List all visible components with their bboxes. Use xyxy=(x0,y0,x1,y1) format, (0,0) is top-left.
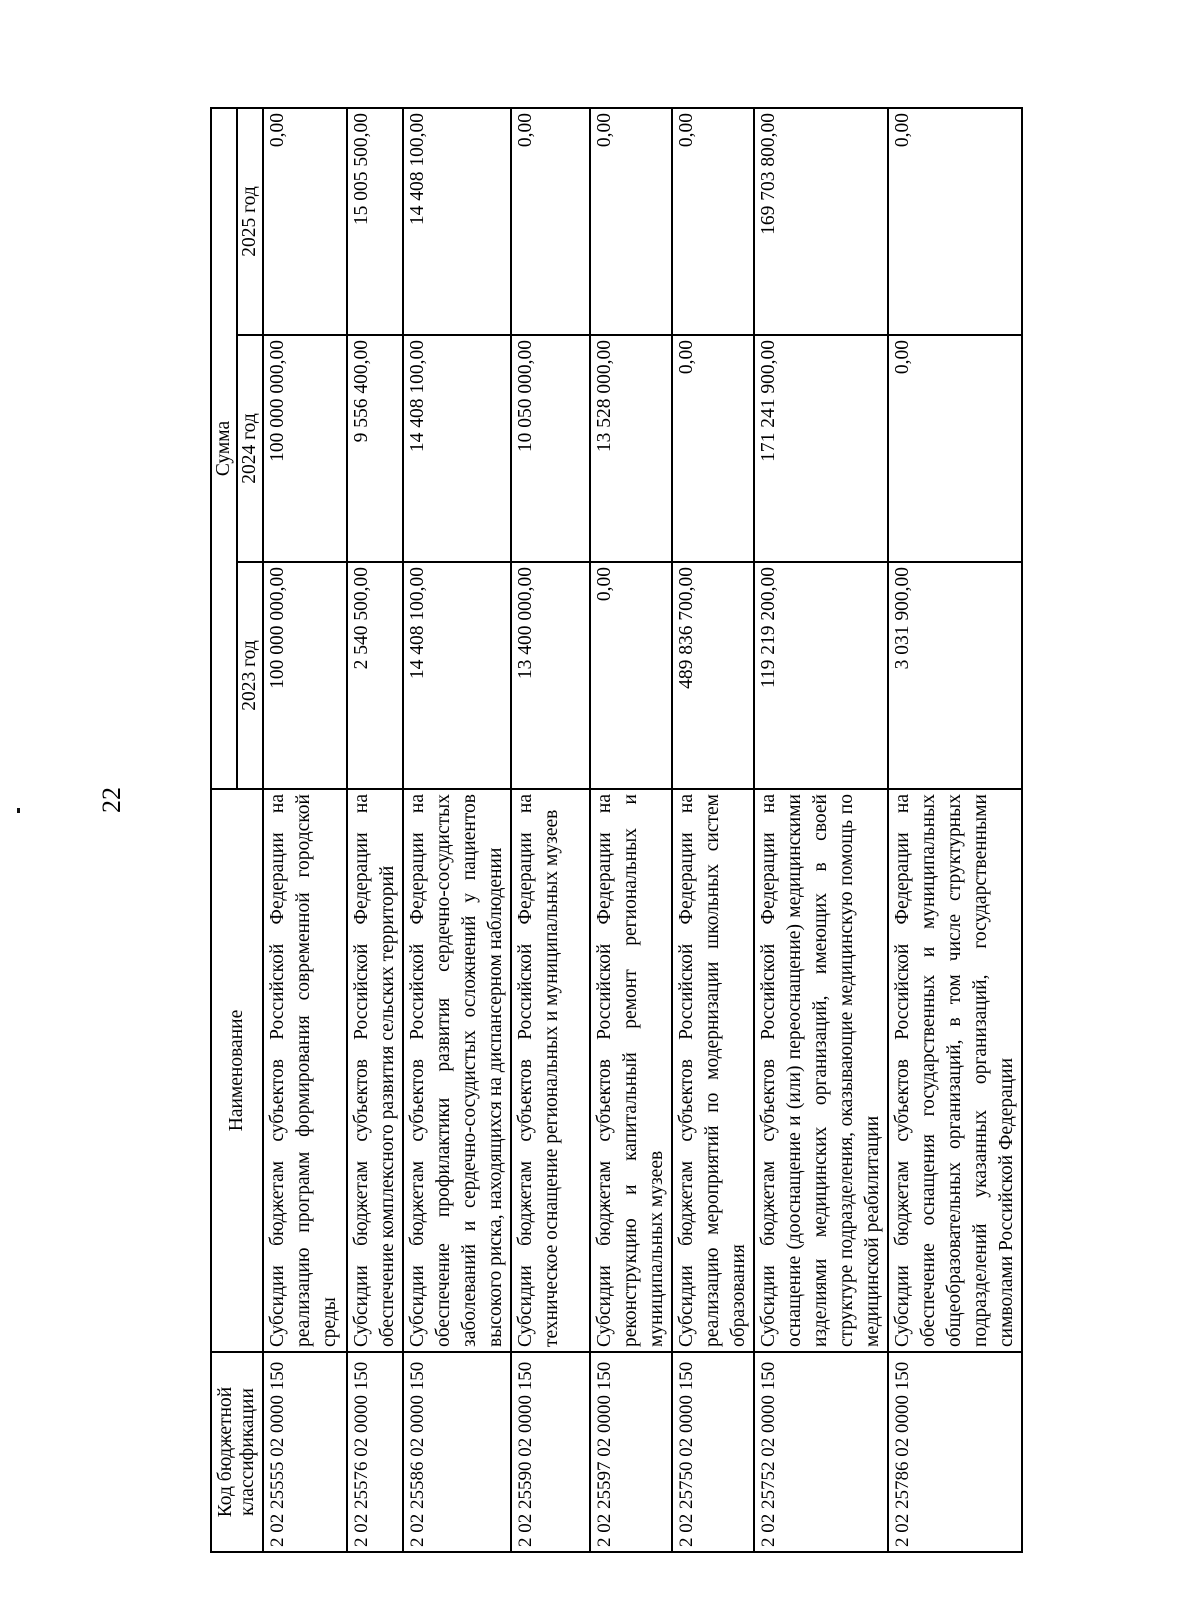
row-name: Субсидии бюджетам субъектов Российской Федерации на реконструкцию и капитальный ремонт региональных и муниципальных музеев xyxy=(590,789,672,1352)
table-row xyxy=(263,108,347,1552)
page-number: 22 xyxy=(97,787,126,813)
row-name: Субсидии бюджетам субъектов Российской Федерации на обеспечение комплексного развития сельских территорий xyxy=(347,789,403,1352)
row-amount-2025: 15 005 500,00 xyxy=(347,108,403,335)
row-amount-2023: 119 219 200,00 xyxy=(754,562,888,789)
row-amount-2024: 0,00 xyxy=(888,335,1022,562)
row-amount-2023: 3 031 900,00 xyxy=(888,562,1022,789)
rotated-table-frame xyxy=(210,108,1017,1553)
table-row xyxy=(511,108,590,1552)
row-amount-2023: 14 408 100,00 xyxy=(403,562,511,789)
row-code: 2 02 25555 02 0000 150 xyxy=(263,1352,347,1552)
row-code: 2 02 25786 02 0000 150 xyxy=(888,1352,1022,1552)
header-year-2023: 2023 год xyxy=(237,562,263,789)
row-amount-2025: 0,00 xyxy=(263,108,347,335)
table-row xyxy=(590,108,672,1552)
row-amount-2024: 13 528 000,00 xyxy=(590,335,672,562)
row-amount-2023: 2 540 500,00 xyxy=(347,562,403,789)
row-code: 2 02 25597 02 0000 150 xyxy=(590,1352,672,1552)
row-amount-2024: 10 050 000,00 xyxy=(511,335,590,562)
header-year-2024: 2024 год xyxy=(237,335,263,562)
budget-table xyxy=(210,107,1023,1553)
header-sum: Сумма xyxy=(211,108,237,789)
row-amount-2023: 100 000 000,00 xyxy=(263,562,347,789)
row-code: 2 02 25590 02 0000 150 xyxy=(511,1352,590,1552)
row-name: Субсидии бюджетам субъектов Российской Федерации на обеспечение оснащения государственных и муниципальных общеобразовательных организаций, в том числе структурных подразделений указанных организаций, государственными символами Российской Федерации xyxy=(888,789,1022,1352)
row-name: Субсидии бюджетам субъектов Российской Федерации на реализацию программ формирования современной городской среды xyxy=(263,789,347,1352)
row-amount-2024: 0,00 xyxy=(672,335,754,562)
row-code: 2 02 25752 02 0000 150 xyxy=(754,1352,888,1552)
row-code: 2 02 25586 02 0000 150 xyxy=(403,1352,511,1552)
row-amount-2025: 0,00 xyxy=(511,108,590,335)
row-amount-2024: 100 000 000,00 xyxy=(263,335,347,562)
row-name: Субсидии бюджетам субъектов Российской Федерации на обеспечение профилактики развития сердечно-сосудистых заболеваний и сердечно-сосудистых осложнений у пациентов высокого риска, находящихся на диспансерном наблюдении xyxy=(403,789,511,1352)
row-name: Субсидии бюджетам субъектов Российской Федерации на техническое оснащение региональных и муниципальных музеев xyxy=(511,789,590,1352)
row-name: Субсидии бюджетам субъектов Российской Федерации на реализацию мероприятий по модернизации школьных систем образования xyxy=(672,789,754,1352)
row-code: 2 02 25576 02 0000 150 xyxy=(347,1352,403,1552)
table-row xyxy=(672,108,754,1552)
row-amount-2023: 0,00 xyxy=(590,562,672,789)
row-name: Субсидии бюджетам субъектов Российской Федерации на оснащение (дооснащение и (или) переоснащение) медицинскими изделиями медицинских организаций, имеющих в своей структуре подразделения, оказывающие медицинскую помощь по медицинской реабилитации xyxy=(754,789,888,1352)
row-amount-2023: 489 836 700,00 xyxy=(672,562,754,789)
rotated-table-content xyxy=(210,108,1017,1553)
row-amount-2025: 0,00 xyxy=(590,108,672,335)
row-amount-2025: 0,00 xyxy=(672,108,754,335)
row-amount-2025: 14 408 100,00 xyxy=(403,108,511,335)
header-code: Код бюджетной классификации xyxy=(211,1352,263,1552)
table-row xyxy=(403,108,511,1552)
row-amount-2025: 169 703 800,00 xyxy=(754,108,888,335)
row-amount-2024: 14 408 100,00 xyxy=(403,335,511,562)
header-name: Наименование xyxy=(211,789,263,1352)
header-row xyxy=(211,108,237,1552)
table-row xyxy=(888,108,1022,1552)
row-amount-2024: 9 556 400,00 xyxy=(347,335,403,562)
table-row xyxy=(754,108,888,1552)
stray-mark xyxy=(17,808,20,813)
header-year-2025: 2025 год xyxy=(237,108,263,335)
row-amount-2024: 171 241 900,00 xyxy=(754,335,888,562)
row-code: 2 02 25750 02 0000 150 xyxy=(672,1352,754,1552)
row-amount-2025: 0,00 xyxy=(888,108,1022,335)
row-amount-2023: 13 400 000,00 xyxy=(511,562,590,789)
table-row xyxy=(347,108,403,1552)
